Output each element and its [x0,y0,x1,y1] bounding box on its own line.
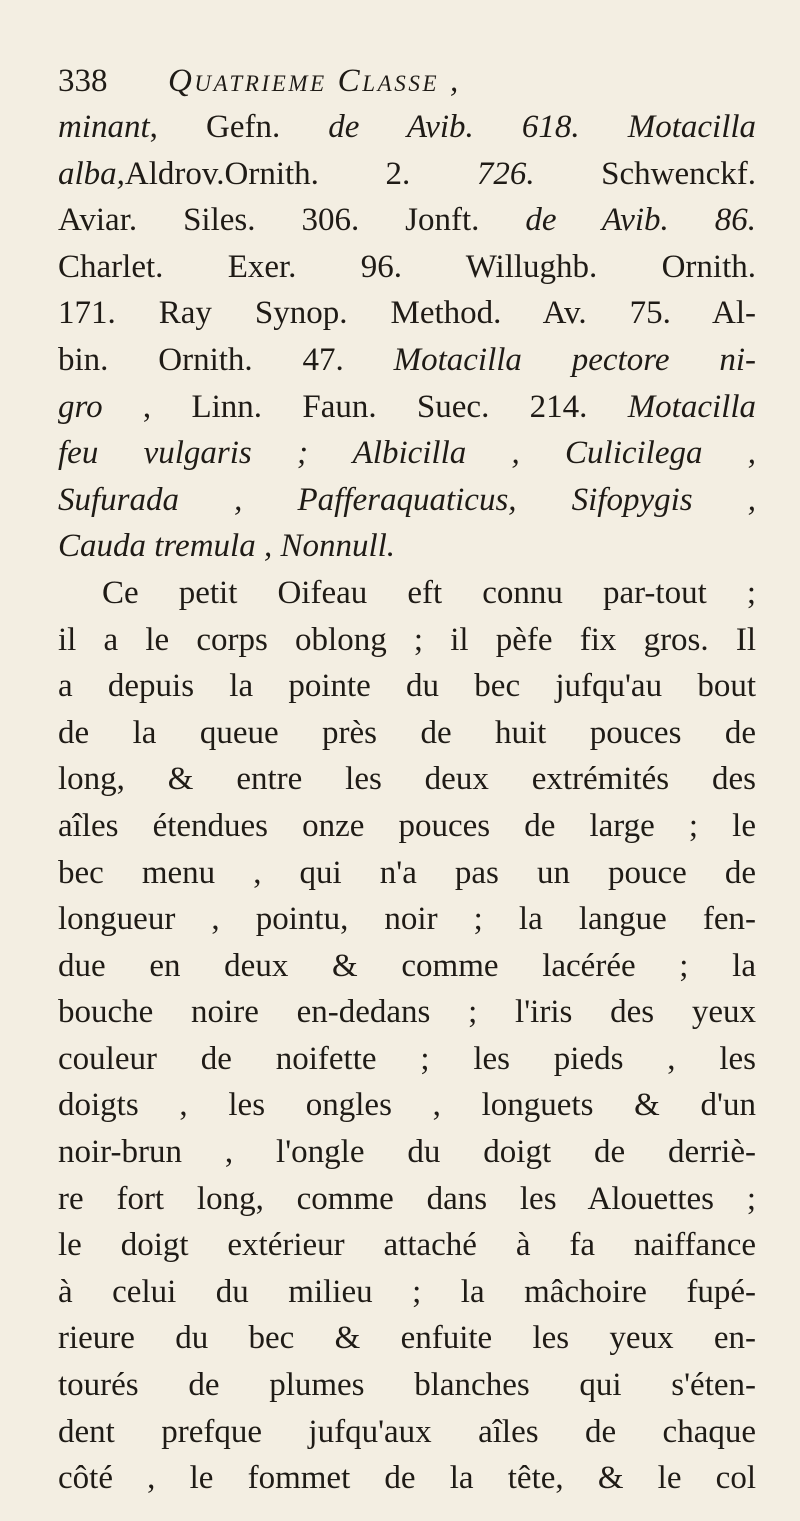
italic-text-segment: Cauda tremula , Nonnull. [58,528,396,565]
text-line [58,1315,756,1362]
text-line [58,1036,756,1083]
text-segment: noir-brun , l'ongle du doigt de derriè- [58,1134,756,1171]
italic-text-segment: Motacilla [627,388,756,425]
text-line [58,570,756,617]
text-segment [580,109,628,145]
text-line [58,384,756,431]
text-segment: côté , le fommet de la tête, & le col [58,1460,756,1497]
text-line [58,850,756,897]
italic-text-segment: 726. [476,155,535,192]
text-segment: tourés de plumes blanches qui s'éten- [58,1367,756,1404]
text-line [58,1222,756,1269]
text-line [58,803,756,850]
text-line [58,151,756,198]
text-segment: Schwenckf. [534,155,756,192]
text-line [58,430,756,477]
text-segment: Charlet. Exer. 96. Willughb. Ornith. [58,248,756,285]
text-line [58,337,756,384]
text-line [58,989,756,1036]
text-segment: 171. Ray Synop. Method. Av. 75. Al- [58,295,756,332]
text-line [58,1176,756,1223]
text-line [58,1409,756,1456]
text-segment: le doigt extérieur attaché à fa naiffance [58,1227,756,1264]
text-segment: bin. Ornith. 47. [58,341,394,378]
text-line [58,1269,756,1316]
text-line [58,896,756,943]
text-line [58,1082,756,1129]
text-line [58,1129,756,1176]
text-segment: bec menu , qui n'a pas un pouce de [58,854,756,891]
italic-text-segment: Sufurada , Pafferaquaticus, Sifopygis , [58,481,756,518]
text-line [58,756,756,803]
running-head: Quatrieme Classe , [168,63,461,99]
text-line [58,197,756,244]
text-segment: il a le corps oblong ; il pèfe fix gros. Il [58,621,756,658]
text-segment: de la queue près de huit pouces de [58,714,756,751]
text-segment: rieure du bec & enfuite les yeux en- [58,1320,756,1357]
italic-text-segment: alba, [58,155,125,192]
text-line [58,1455,756,1502]
text-segment: longueur , pointu, noir ; la langue fen- [58,901,756,938]
text-line [58,617,756,664]
italic-text-segment: 618. [521,109,580,145]
text-segment: Aldrov.Ornith. 2. [124,155,477,192]
italic-text-segment: de Avib. 86. [525,202,756,239]
text-line [58,1362,756,1409]
text-segment: aîles étendues onze pouces de large ; le [58,807,756,844]
text-segment: re fort long, comme dans les Alouettes ; [58,1180,756,1217]
text-segment: long, & entre les deux extrémités des [58,761,756,798]
page-header [58,58,756,104]
text-segment: Aviar. Siles. 306. Jonft. [58,202,526,239]
italic-text-segment: feu vulgaris ; Albicilla , Culicilega , [58,435,756,472]
italic-text-segment: Motacilla [627,109,756,145]
italic-text-segment: de Avib. [328,109,474,145]
text-segment: a depuis la pointe du bec jufqu'au bout [58,668,756,705]
text-segment: à celui du milieu ; la mâchoire fupé- [58,1273,756,1310]
text-segment: bouche noire en-dedans ; l'iris des yeux [58,994,756,1031]
text-segment: doigts , les ongles , longuets & d'un [58,1087,756,1124]
text-line [58,523,756,570]
text-line [58,710,756,757]
text-segment [474,109,522,145]
italic-text-segment: minant [58,109,150,145]
text-segment: couleur de noifette ; les pieds , les [58,1040,756,1077]
italic-text-segment: gro [58,388,103,425]
text-line [58,943,756,990]
text-segment: , Gefn. [149,109,329,145]
text-segment: Ce petit Oifeau eft connu par-tout ; [102,574,756,611]
text-segment: dent prefque jufqu'aux aîles de chaque [58,1413,756,1450]
text-line [58,663,756,710]
text-segment: due en deux & comme lacérée ; la [58,947,756,984]
body-text [58,104,756,1502]
text-line [58,104,756,151]
italic-text-segment: Motacilla pectore ni- [393,341,756,378]
text-segment: , Linn. Faun. Suec. 214. [102,388,628,425]
text-line [58,477,756,524]
page-number: 338 [58,63,108,99]
text-line [58,290,756,337]
text-line [58,244,756,291]
